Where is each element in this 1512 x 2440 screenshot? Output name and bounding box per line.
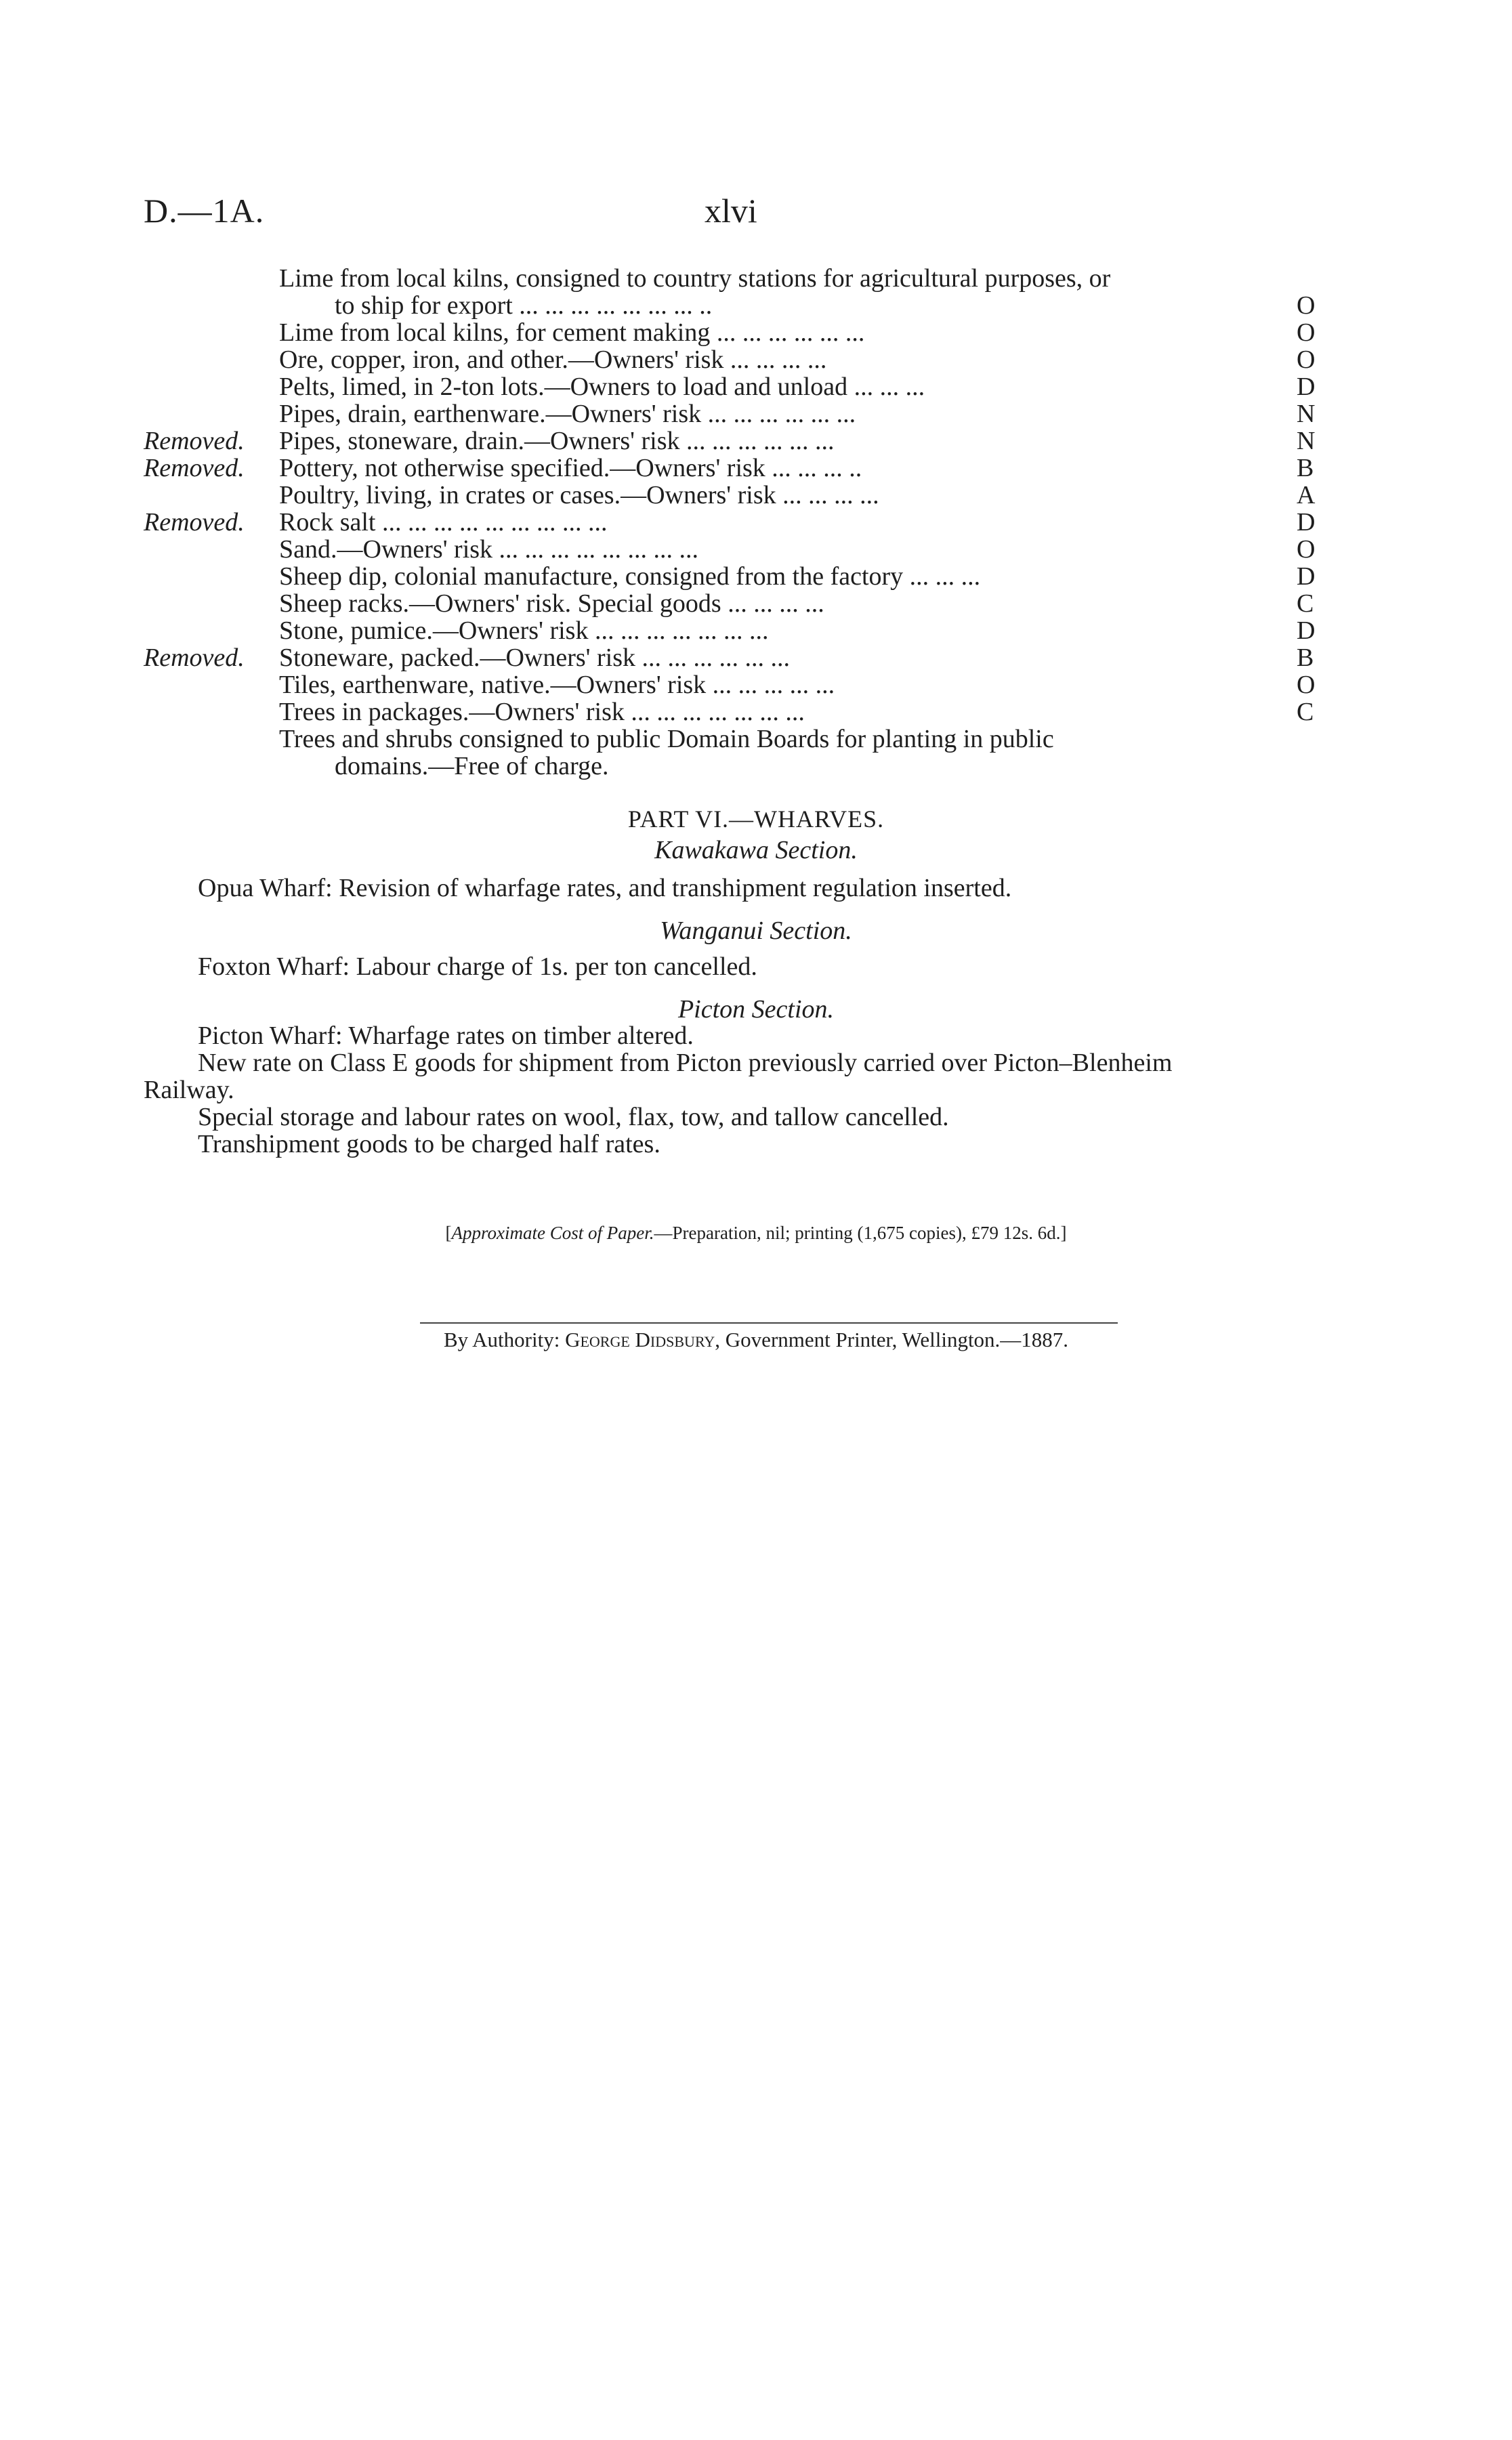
printer-authority bbox=[0, 1328, 1512, 1352]
list-item: Stoneware, packed.—Owners' risk ... ... ... ... ... ... bbox=[279, 644, 791, 672]
list-item: Tiles, earthenware, native.—Owners' risk ... ... ... ... ... bbox=[279, 671, 835, 699]
list-item: Sand.—Owners' risk ... ... ... ... ... ... ... ... bbox=[279, 535, 699, 564]
list-item: Stone, pumice.—Owners' risk ... ... ... ... ... ... ... bbox=[279, 616, 769, 645]
section-heading: Wanganui Section. bbox=[660, 917, 852, 945]
list-item: Rock salt ... ... ... ... ... ... ... ... ... bbox=[279, 508, 608, 537]
list-item: Sheep dip, colonial manufacture, consigned from the factory ... ... ... bbox=[279, 562, 981, 591]
page-header-code: D.—1A. bbox=[144, 192, 265, 230]
paragraph: Picton Wharf: Wharfage rates on timber altered. bbox=[198, 1022, 694, 1050]
list-item: Pelts, limed, in 2-ton lots.—Owners to load and unload ... ... ... bbox=[279, 373, 925, 401]
authority-detail: , Government Printer, Wellington.—1887. bbox=[715, 1328, 1069, 1351]
paragraph: New rate on Class E goods for shipment from Picton previously carried over Picton–Blenheim bbox=[198, 1049, 1173, 1077]
list-item: Lime from local kilns, consigned to country stations for agricultural purposes, or bbox=[279, 264, 1111, 293]
paragraph: Opua Wharf: Revision of wharfage rates, and transhipment regulation inserted. bbox=[198, 874, 1012, 902]
class-letter: N bbox=[1297, 427, 1316, 455]
list-item: Poultry, living, in crates or cases.—Owners' risk ... ... ... ... bbox=[279, 481, 879, 509]
list-item: Sheep racks.—Owners' risk. Special goods ... ... ... ... bbox=[279, 589, 824, 618]
authority-prefix: By Authority: bbox=[443, 1328, 560, 1351]
list-item: to ship for export ... ... ... ... ... ... ... .. bbox=[335, 291, 713, 320]
paragraph: Transhipment goods to be charged half rates. bbox=[198, 1130, 660, 1158]
removed-note: Removed. bbox=[144, 427, 245, 455]
cost-note: [Approximate Cost of Paper.—Preparation, nil; printing (1,675 copies), £79 12s. 6d.] bbox=[445, 1223, 1067, 1243]
list-item: Ore, copper, iron, and other.—Owners' risk ... ... ... ... bbox=[279, 345, 827, 374]
list-item: Trees and shrubs consigned to public Domain Boards for planting in public bbox=[279, 725, 1054, 753]
removed-note: Removed. bbox=[144, 508, 245, 537]
list-item: Lime from local kilns, for cement making ... ... ... ... ... ... bbox=[279, 318, 865, 347]
section-heading: Kawakawa Section. bbox=[654, 836, 858, 864]
class-letter: O bbox=[1297, 671, 1316, 699]
class-letter: O bbox=[1297, 535, 1316, 564]
class-letter: D bbox=[1297, 616, 1316, 645]
class-letter: D bbox=[1297, 373, 1316, 401]
class-letter: N bbox=[1297, 400, 1316, 428]
removed-note: Removed. bbox=[144, 454, 245, 482]
class-letter: C bbox=[1297, 698, 1314, 726]
divider bbox=[420, 1322, 1118, 1324]
paragraph: Foxton Wharf: Labour charge of 1s. per ton cancelled. bbox=[198, 952, 757, 981]
class-letter: C bbox=[1297, 589, 1314, 618]
list-item: domains.—Free of charge. bbox=[335, 752, 609, 780]
class-letter: B bbox=[1297, 454, 1314, 482]
list-item: Pipes, drain, earthenware.—Owners' risk ... ... ... ... ... ... bbox=[279, 400, 856, 428]
section-heading: Picton Section. bbox=[677, 995, 835, 1024]
class-letter: O bbox=[1297, 291, 1316, 320]
class-letter: B bbox=[1297, 644, 1314, 672]
class-letter: O bbox=[1297, 345, 1316, 374]
printer-name: George Didsbury bbox=[565, 1328, 715, 1351]
part-title: PART VI.—WHARVES. bbox=[627, 805, 885, 833]
paragraph: Railway. bbox=[144, 1076, 234, 1104]
class-letter: O bbox=[1297, 318, 1316, 347]
list-item: Pottery, not otherwise specified.—Owners' risk ... ... ... .. bbox=[279, 454, 862, 482]
class-letter: A bbox=[1297, 481, 1316, 509]
class-letter: D bbox=[1297, 562, 1316, 591]
removed-note: Removed. bbox=[144, 644, 245, 672]
list-item: Pipes, stoneware, drain.—Owners' risk ... ... ... ... ... ... bbox=[279, 427, 835, 455]
paragraph: Special storage and labour rates on wool, flax, tow, and tallow cancelled. bbox=[198, 1103, 949, 1131]
cost-label: Approximate Cost of Paper. bbox=[451, 1223, 654, 1243]
cost-detail: —Preparation, nil; printing (1,675 copies), £79 12s. 6d. bbox=[654, 1223, 1061, 1243]
class-letter: D bbox=[1297, 508, 1316, 537]
page-number: xlvi bbox=[705, 192, 757, 230]
list-item: Trees in packages.—Owners' risk ... ... ... ... ... ... ... bbox=[279, 698, 805, 726]
